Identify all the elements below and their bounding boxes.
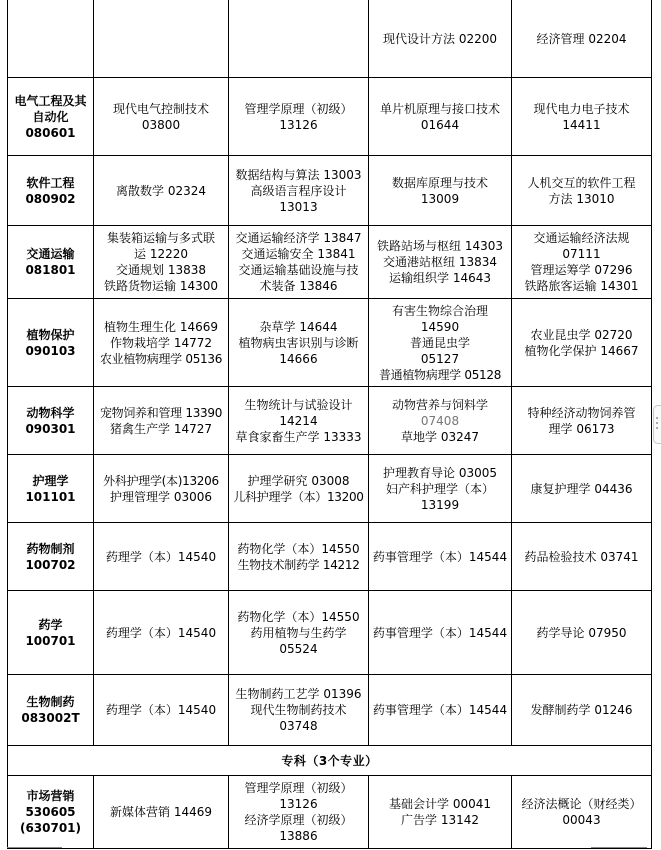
course-cell: 经济法概论（财经类） 00043 <box>512 776 652 849</box>
table-row <box>8 776 652 849</box>
course-cell: 有害生物综合治理 14590 普通昆虫学 05127 普通植物病理学 05128 <box>369 299 512 387</box>
course-cell: 药事管理学（本）14544 <box>369 675 512 746</box>
course-cell: 管理学原理（初级） 13126 经济学原理（初级） 13886 <box>229 776 369 849</box>
major-code: 100702 <box>25 557 76 572</box>
course-cell: 杂草学 14644 植物病虫害识别与诊断 14666 <box>229 299 369 387</box>
major-code: 080601 <box>25 125 76 140</box>
major-cell <box>8 591 94 675</box>
major-code: 100701 <box>25 633 76 648</box>
major-cell <box>8 78 94 156</box>
course-cell: 药理学（本）14540 <box>94 675 229 746</box>
table-row <box>8 0 652 78</box>
section-row <box>8 746 652 776</box>
major-old-code: (630701) <box>19 821 82 835</box>
course-cell: 现代设计方法 02200 <box>369 0 512 78</box>
table-row <box>8 226 652 299</box>
course-cell: 护理学研究 03008 儿科护理学（本）13200 <box>229 455 369 523</box>
course-cell <box>94 0 229 78</box>
course-cell: 农业昆虫学 02720 植物化学保护 14667 <box>512 299 652 387</box>
course-cell: 单片机原理与接口技术 01644 <box>369 78 512 156</box>
section-heading: 专科（3个专业） <box>8 746 652 776</box>
course-cell: 药物化学（本）14550 生物技术制药学 14212 <box>229 523 369 591</box>
grip-icon <box>656 417 658 419</box>
major-name: 软件工程 <box>26 175 75 190</box>
major-name: 电气工程及其自动化 <box>14 93 87 124</box>
major-code: 090301 <box>25 421 76 436</box>
course-cell: 外科护理学(本)13206 护理管理学 03006 <box>94 455 229 523</box>
course-cell: 护理教育导论 03005 妇产科护理学（本） 13199 <box>369 455 512 523</box>
major-code: 101101 <box>25 489 76 504</box>
major-name: 市场营销 <box>26 789 75 803</box>
course-cell: 生物统计与试验设计 14214 草食家畜生产学 13333 <box>229 387 369 455</box>
course-cell: 药事管理学（本）14544 <box>369 523 512 591</box>
course-cell: 生物制药工艺学 01396 现代生物制药技术 03748 <box>229 675 369 746</box>
course-cell: 新媒体营销 14469 <box>94 776 229 849</box>
major-cell <box>8 299 94 387</box>
course-cell: 特种经济动物饲养管 理学 06173 <box>512 387 652 455</box>
major-code: 083002T <box>21 711 80 725</box>
table-row <box>8 675 652 746</box>
course-cell: 数据库原理与技术 13009 <box>369 156 512 226</box>
course-cell: 人机交互的软件工程 方法 13010 <box>512 156 652 226</box>
course-cell: 经济管理 02204 <box>512 0 652 78</box>
table-row <box>8 299 652 387</box>
major-name: 护理学 <box>32 473 69 488</box>
table-row <box>8 591 652 675</box>
major-name: 药学 <box>38 617 63 632</box>
course-cell: 铁路站场与枢纽 14303 交通港站枢纽 13834 运输组织学 14643 <box>369 226 512 299</box>
major-cell <box>8 523 94 591</box>
course-table <box>7 0 652 849</box>
major-name: 生物制药 <box>26 695 75 709</box>
course-cell: 药学导论 07950 <box>512 591 652 675</box>
table-row <box>8 78 652 156</box>
course-cell: 数据结构与算法 13003 高级语言程序设计 13013 <box>229 156 369 226</box>
table-row <box>8 523 652 591</box>
table-row <box>8 156 652 226</box>
course-cell: 集装箱运输与多式联 运 12220 交通规划 13838 铁路货物运输 14300 <box>94 226 229 299</box>
course-cell: 药理学（本）14540 <box>94 591 229 675</box>
course-cell: 植物生理生化 14669 作物栽培学 14772 农业植物病理学 05136 <box>94 299 229 387</box>
page-footer-rule <box>591 847 647 848</box>
major-name: 药物制剂 <box>26 541 75 556</box>
course-cell: 宠物饲养和管理 13390 猪禽生产学 14727 <box>94 387 229 455</box>
course-cell: 发酵制药学 01246 <box>512 675 652 746</box>
course-cell: 药理学（本）14540 <box>94 523 229 591</box>
major-cell <box>8 387 94 455</box>
course-cell: 交通运输经济法规 07111 管理运筹学 07296 铁路旅客运输 14301 <box>512 226 652 299</box>
course-cell: 药事管理学（本）14544 <box>369 591 512 675</box>
course-cell <box>229 0 369 78</box>
table-row <box>8 387 652 455</box>
course-cell: 离散数学 02324 <box>94 156 229 226</box>
course-cell: 基础会计学 00041 广告学 13142 <box>369 776 512 849</box>
major-cell <box>8 156 94 226</box>
course-cell: 现代电力电子技术 14411 <box>512 78 652 156</box>
major-cell <box>8 0 94 78</box>
course-cell: 现代电气控制技术 03800 <box>94 78 229 156</box>
course-cell: 药品检验技术 03741 <box>512 523 652 591</box>
course-cell: 康复护理学 04436 <box>512 455 652 523</box>
course-cell: 管理学原理（初级） 13126 <box>229 78 369 156</box>
course-cell: 交通运输经济学 13847 交通运输安全 13841 交通运输基础设施与技 术装备 13846 <box>229 226 369 299</box>
major-cell <box>8 226 94 299</box>
page-footer-rule <box>7 847 62 848</box>
major-name: 植物保护 <box>26 327 75 342</box>
major-cell <box>8 675 94 746</box>
major-name: 动物科学 <box>26 405 75 420</box>
major-cell <box>8 455 94 523</box>
course-cell: 药物化学（本）14550 药用植物与生药学 05524 <box>229 591 369 675</box>
major-cell <box>8 776 94 849</box>
side-scroll-handle[interactable] <box>653 405 661 444</box>
major-code: 530605 <box>25 805 76 819</box>
course-cell: 动物营养与饲料学 07408 草地学 03247 <box>369 387 512 455</box>
major-code: 080902 <box>25 191 76 206</box>
major-code: 090103 <box>25 343 76 358</box>
major-name: 交通运输 <box>26 247 75 261</box>
major-code: 081801 <box>25 263 76 277</box>
table-row <box>8 455 652 523</box>
